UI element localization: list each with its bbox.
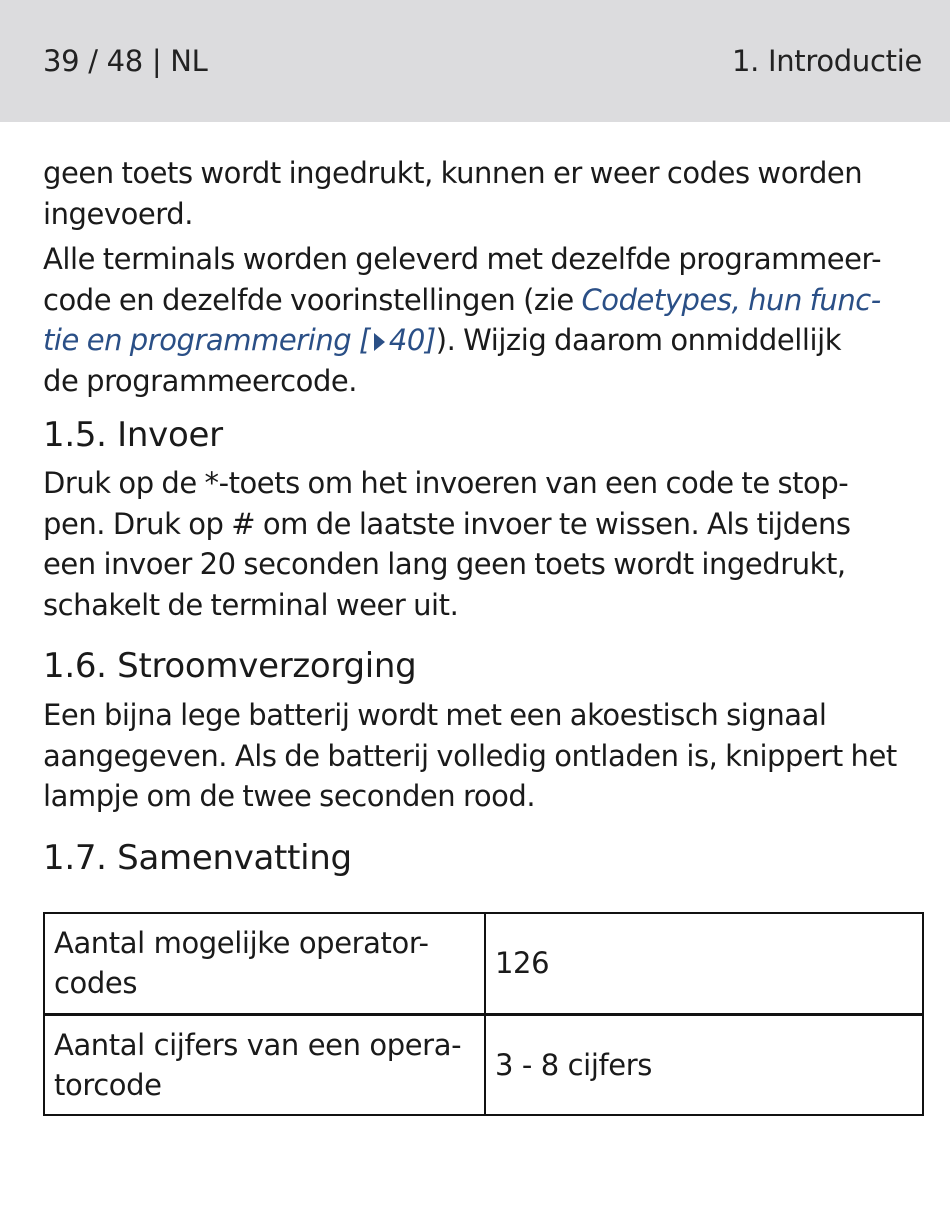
text-line: Een bijna lege batterij wordt met een akoestisch signaal [43, 698, 827, 732]
text-segment: ). Wijzig daarom onmiddellijk [435, 323, 842, 357]
text-line: geen toets wordt ingedrukt, kunnen er weer codes worden [43, 156, 863, 190]
text-line: lampje om de twee seconden rood. [43, 779, 536, 813]
play-triangle-icon [374, 333, 385, 351]
text-line: de programmeercode. [43, 363, 358, 398]
page-header [0, 0, 950, 122]
cell-text-line: Aantal cijfers van een opera- [54, 1027, 462, 1062]
table-cell-key [44, 1014, 485, 1115]
section-heading-invoer: 1.5. Invoer [43, 415, 223, 455]
text-line: Alle terminals worden geleverd met dezelfde programmeer- [43, 242, 882, 276]
text-line: aangegeven. Als de batterij volledig ontladen is, knippert het [43, 738, 897, 773]
cell-text-line: Aantal mogelijke operator- [54, 926, 429, 961]
text-segment: code en dezelfde voorinstellingen (zie [43, 282, 582, 317]
cross-reference-link[interactable]: Codetypes, hun func- [581, 282, 881, 317]
text-line: ingevoerd. [43, 196, 193, 231]
table-row [44, 913, 923, 1014]
text-line: Druk op de *-toets om het invoeren van een code te stop- [43, 466, 849, 500]
table-cell-value: 126 [485, 913, 923, 1014]
text-line: schakelt de terminal weer uit. [43, 587, 459, 622]
cell-text-line: codes [54, 966, 138, 1001]
section-heading-stroomverzorging: 1.6. Stroomverzorging [43, 646, 417, 686]
table-cell-key [44, 913, 485, 1014]
text-line [43, 320, 923, 361]
section-heading-samenvatting: 1.7. Samenvatting [43, 837, 352, 878]
table-row [44, 1014, 923, 1115]
paragraph-terminals [43, 239, 923, 401]
chapter-title: 1. Introductie [731, 44, 922, 78]
cross-reference-link[interactable] [43, 323, 436, 357]
paragraph-continuation [43, 153, 923, 234]
summary-table [43, 912, 924, 1116]
cell-text-line: torcode [54, 1067, 162, 1102]
table-cell-value: 3 - 8 cijfers [485, 1014, 923, 1115]
text-line: pen. Druk op # om de laatste invoer te wissen. Als tijdens [43, 506, 851, 541]
paragraph-stroomverzorging [43, 695, 923, 817]
page-number: 39 / 48 | NL [43, 44, 208, 78]
document-body [43, 153, 923, 878]
text-line [43, 280, 923, 321]
link-text: tie en programmering [ [43, 323, 370, 357]
text-line: een invoer 20 seconden lang geen toets wordt ingedrukt, [43, 547, 846, 581]
link-page-number: 40] [388, 323, 436, 357]
paragraph-invoer [43, 463, 923, 625]
